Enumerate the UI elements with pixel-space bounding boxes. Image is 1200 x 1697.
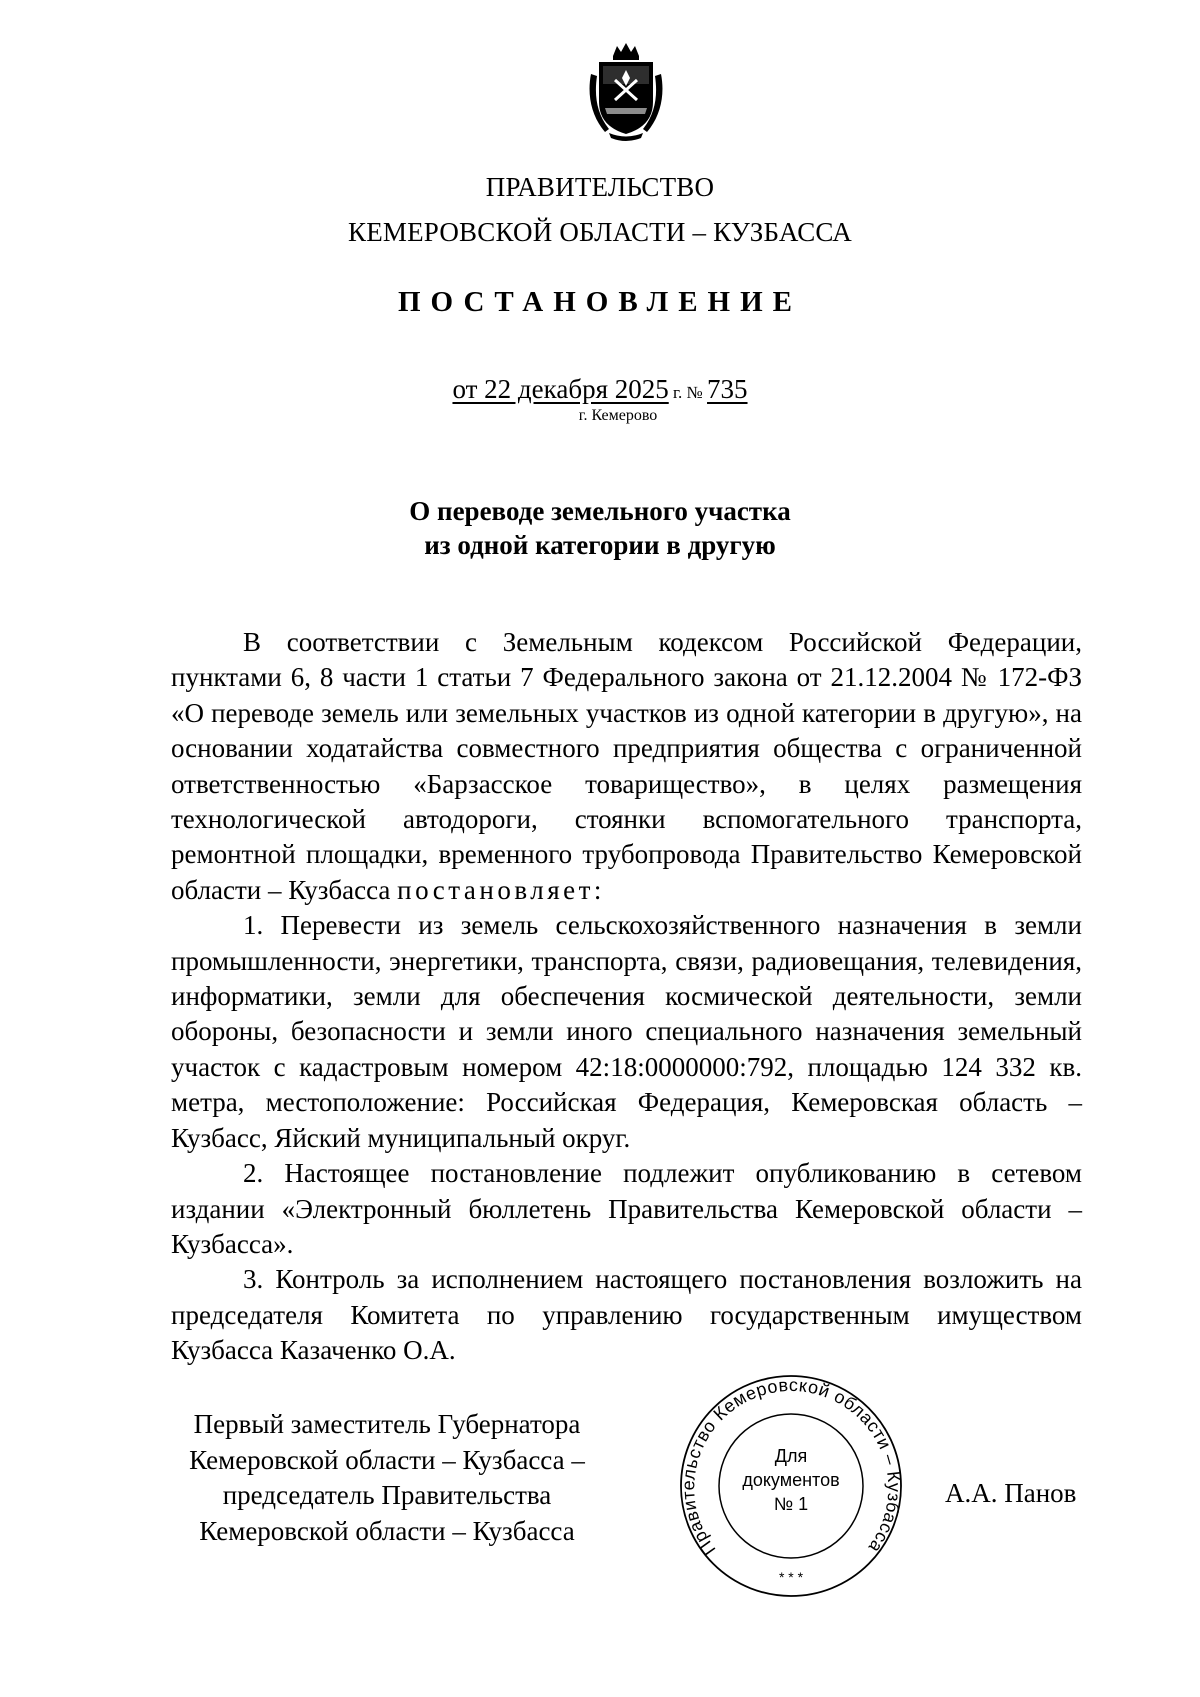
stamp-center-line-2: документов	[742, 1470, 840, 1490]
official-stamp	[676, 1372, 906, 1600]
svg-text:Правительство Кемеровской обла	[678, 1375, 904, 1559]
document-date: от 22 декабря 2025	[452, 374, 669, 404]
decree-word: постановляет:	[397, 874, 605, 905]
signatory-position-line-3: председатель Правительства	[222, 1480, 552, 1511]
item-1-paragraph: 1. Перевести из земель сельскохозяйственного назначения в земли промышленности, энергетики, транспорта, связи, радиовещания, телевидения, информатики, земли для обеспечения космической деятельности, земли обороны, безопасности и земли иного специального назначения земельный участок с кадастровым номером 42:18:0000000:792, площадью 124 332 кв. метра, местоположение: Российская Федерация, Кемеровская область – Кузбасс, Яйский муниципальный округ.	[171, 910, 1082, 1153]
signatory-position-line-4: Кемеровской области – Кузбасса	[199, 1515, 575, 1546]
document-title-line-2: из одной категории в другую	[424, 530, 776, 560]
preamble-text: В соответствии с Земельным кодексом Российской Федерации, пунктами 6, 8 части 1 статьи 7 Федерального закона от 21.12.2004 № 172-ФЗ «О переводе земель или земельных участков из одной категории в другую», на основании ходатайства совместного предприятия общества с ограниченной ответственностью «Барзасское товарищество», в целях размещения технологической автодороги, стоянки вспомогательного транспорта, ремонтной площадки, временного трубопровода Правительство Кемеровской области – Кузбасса	[171, 627, 1082, 905]
city: г. Кемерово	[578, 407, 658, 424]
preamble-paragraph	[171, 625, 1082, 908]
coat-of-arms-icon	[583, 40, 669, 142]
stamp-stars: * * *	[778, 1569, 804, 1585]
document-body	[171, 625, 1082, 1369]
document-type: ПОСТАНОВЛЕНИЕ	[397, 286, 802, 318]
stamp-ring-text: Правительство Кемеровской области – Кузбасса	[678, 1374, 905, 1560]
stamp-center-line-1: Для	[774, 1446, 808, 1466]
item-2-paragraph: 2. Настоящее постановление подлежит опубликованию в сетевом издании «Электронный бюллетень Правительства Кемеровской области – Кузбасса».	[171, 1158, 1082, 1259]
signatory-name: А.А. Панов	[945, 1478, 1077, 1508]
org-name-line-1: ПРАВИТЕЛЬСТВО	[485, 172, 715, 202]
signatory-position-line-2: Кемеровской области – Кузбасса –	[189, 1444, 585, 1475]
document-title-line-1: О переводе земельного участка	[409, 496, 791, 526]
document-number: 735	[707, 374, 748, 404]
org-name-line-2: КЕМЕРОВСКОЙ ОБЛАСТИ – КУЗБАССА	[348, 217, 852, 247]
year-suffix: г.	[668, 383, 687, 402]
stamp-center-line-3: № 1	[773, 1494, 809, 1514]
signatory-position	[152, 1407, 622, 1549]
item-3-paragraph: 3. Контроль за исполнением настоящего постановления возложить на председателя Комитета по управлению государственным имуществом Кузбасса Казаченко О.А.	[171, 1264, 1082, 1366]
date-number-line	[0, 374, 1200, 405]
signatory-position-line-1: Первый заместитель Губернатора	[193, 1409, 581, 1439]
number-sign: №	[686, 383, 708, 402]
